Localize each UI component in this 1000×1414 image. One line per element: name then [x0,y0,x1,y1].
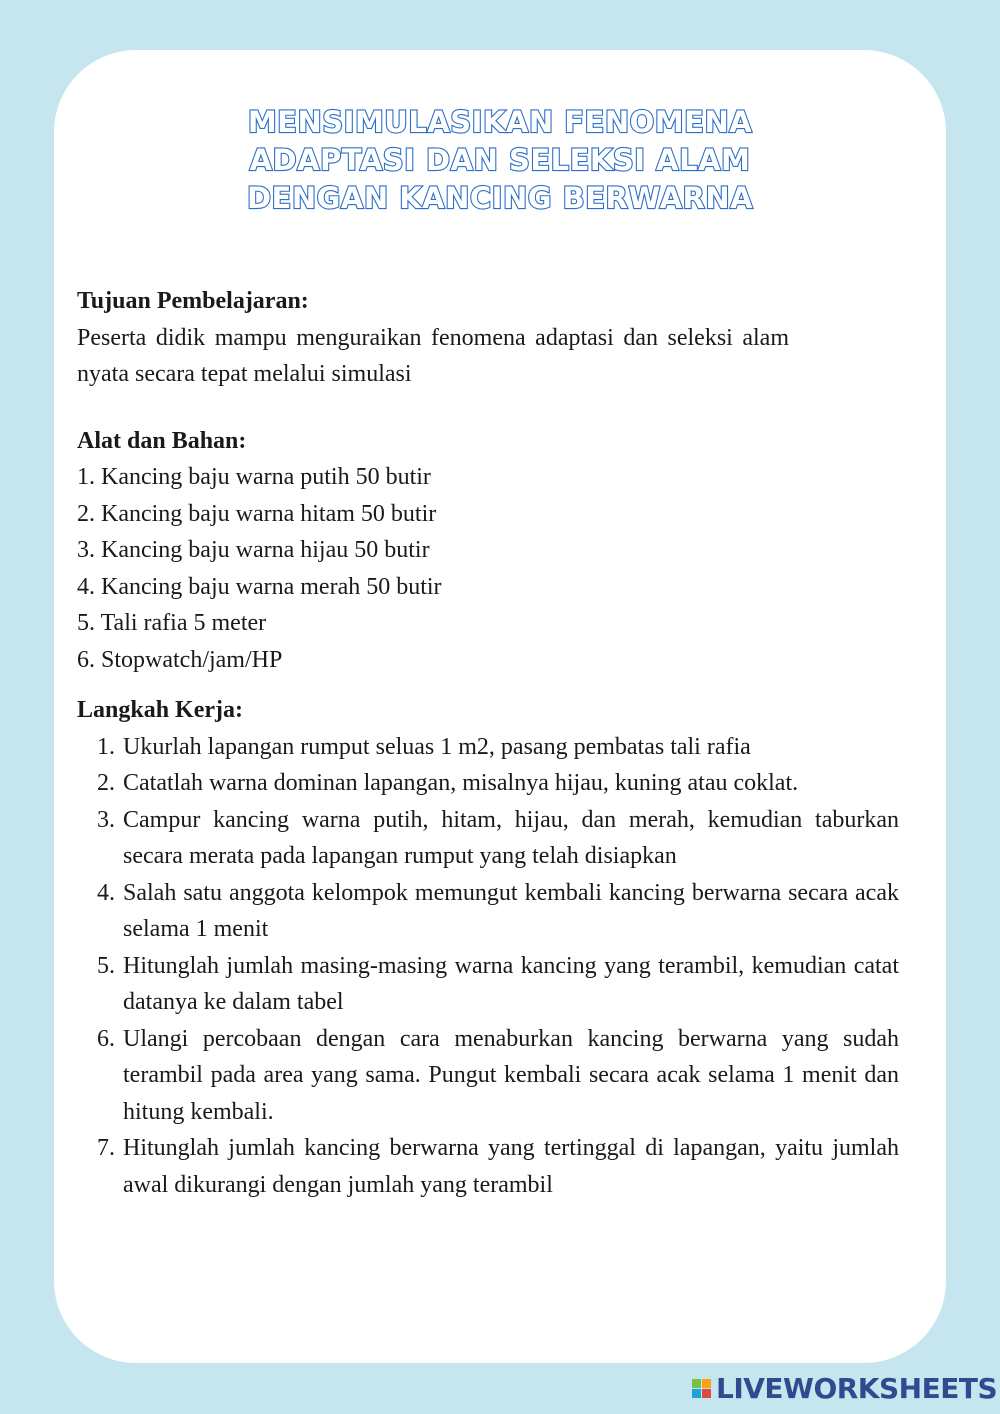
brand-name: LIVEWORKSHEETS [716,1372,998,1405]
step-item [77,948,899,1021]
langkah-steps [77,729,899,1204]
alat-item: 4. Kancing baju warna merah 50 butir [77,573,442,600]
step-item [77,875,899,948]
step-number: 5. [97,952,115,979]
tujuan-heading: Tujuan Pembelajaran: [77,288,309,314]
liveworksheets-logo-icon [692,1379,711,1398]
title-line: ADAPTASI DAN SELEKSI ALAM [249,143,751,177]
alat-heading: Alat dan Bahan: [77,427,247,454]
alat-item: 5. Tali rafia 5 meter [77,610,267,636]
step-text: Ulangi percobaan dengan cara menaburkan kancing berwarna yang sudah terambil pada area yang sama. Pungut kembali secara acak selama 1 menit dan hitung kembali. [123,1025,899,1125]
alat-item: 3. Kancing baju warna hijau 50 butir [77,537,430,563]
title-line: MENSIMULASIKAN FENOMENA [247,105,753,139]
step-number: 4. [97,879,115,906]
step-item [77,802,899,875]
step-number: 1. [97,733,115,760]
alat-item: 2. Kancing baju warna hitam 50 butir [77,500,437,527]
step-number: 7. [97,1135,115,1161]
alat-item: 6. Stopwatch/jam/HP [77,646,283,673]
worksheet-content [77,283,899,1233]
langkah-section [77,692,899,1203]
step-text: Catatlah warna dominan lapangan, misalnya hijau, kuning atau coklat. [123,770,799,796]
step-item [77,765,899,802]
tujuan-text: Peserta didik mampu menguraikan fenomena adaptasi dan seleksi alam nyata secara tepat melalui simulasi [77,324,789,387]
step-number: 2. [97,770,115,796]
step-text: Hitunglah jumlah masing-masing warna kancing yang terambil, kemudian catat datanya ke dalam tabel [123,952,899,1015]
step-item [77,729,899,766]
alat-section [77,423,899,679]
step-number: 6. [97,1025,115,1052]
step-text: Campur kancing warna putih, hitam, hijau, dan merah, kemudian taburkan secara merata pada lapangan rumput yang telah disiapkan [123,806,899,869]
liveworksheets-logo[interactable] [692,1372,997,1405]
step-text: Ukurlah lapangan rumput seluas 1 m2, pasang pembatas tali rafia [123,733,751,760]
step-item [77,1021,899,1131]
step-text: Salah satu anggota kelompok memungut kembali kancing berwarna secara acak selama 1 menit [123,879,899,942]
langkah-heading: Langkah Kerja: [77,697,244,723]
title-line: DENGAN KANCING BERWARNA [246,181,754,215]
alat-item: 1. Kancing baju warna putih 50 butir [77,464,431,490]
step-number: 3. [97,806,115,833]
step-text: Hitunglah jumlah kancing berwarna yang tertinggal di lapangan, yaitu jumlah awal dikurangi dengan jumlah yang terambil [123,1135,899,1198]
worksheet-title [0,103,1000,217]
tujuan-section [77,283,899,393]
step-item [77,1130,899,1203]
